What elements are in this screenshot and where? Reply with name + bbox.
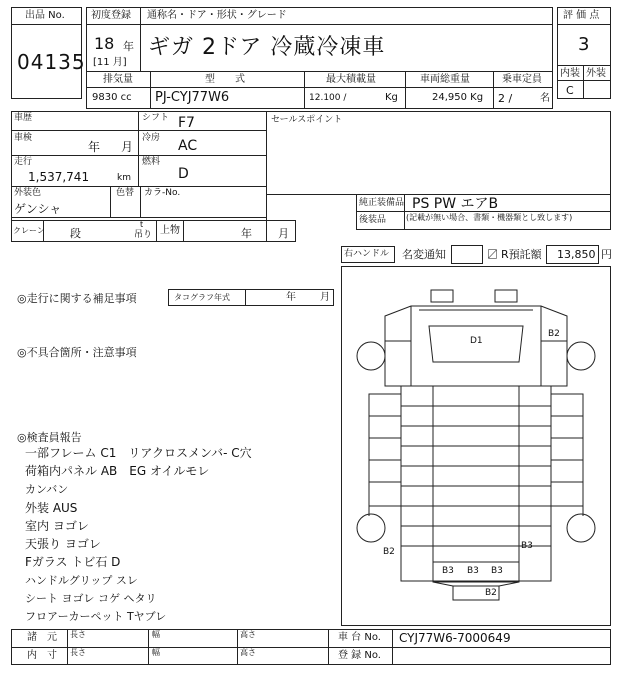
equipment-value: PS PW エアB xyxy=(412,196,499,212)
tax-label: 〼 xyxy=(487,248,498,261)
name-change-box xyxy=(451,245,483,264)
exterior-label: 外装 xyxy=(586,68,606,79)
ac-label: 冷房 xyxy=(142,133,161,143)
capacity-label: 乗車定員 xyxy=(502,74,542,85)
report-line: ハンドルグリップ スレ xyxy=(25,574,138,587)
color-change-label: 色替 xyxy=(116,188,135,198)
damage-mark: D1 xyxy=(470,336,483,346)
upper-month: 月 xyxy=(278,227,289,240)
report-line: カンバン xyxy=(25,483,69,496)
max-load-unit: Kg xyxy=(385,92,398,103)
selling-points-label: セールスポイント xyxy=(271,115,343,125)
mileage-label: 走行 xyxy=(14,157,33,167)
height-label: 高さ xyxy=(240,630,256,639)
shift-label: シフト xyxy=(142,113,170,123)
gross-weight-value: 24,950 Kg xyxy=(432,92,484,103)
width-label: 幅 xyxy=(152,630,160,639)
damage-mark: B2 xyxy=(383,547,395,557)
history-label: 車歴 xyxy=(14,113,33,123)
displacement-value: 9830 cc xyxy=(92,92,132,103)
damage-mark: B2 xyxy=(485,588,497,598)
mileage-unit: km xyxy=(117,173,131,183)
name-change-label: 名変通知 xyxy=(402,248,446,261)
report-line: フロアーカーペット Tヤブレ xyxy=(25,610,167,623)
fuel-value: D xyxy=(178,166,189,182)
damage-mark: B3 xyxy=(521,541,533,551)
chassis-number: CYJ77W6-7000649 xyxy=(399,631,511,645)
tacho-month: 月 xyxy=(320,292,330,303)
report-line: 天張り ヨゴレ xyxy=(25,537,101,551)
year-unit: 年 xyxy=(123,40,134,53)
recycle-unit: 円 xyxy=(601,248,612,261)
crane-label: クレーン xyxy=(13,226,45,235)
registration-label: 登 録 No. xyxy=(338,650,381,661)
capacity-unit: 名 xyxy=(540,93,550,104)
capacity-value: 2 / xyxy=(498,92,513,105)
report-line: 外装 AUS xyxy=(25,501,78,515)
chassis-label: 車 台 No. xyxy=(338,632,381,643)
first-reg-label: 初度登録 xyxy=(91,10,131,21)
length-label: 長さ xyxy=(70,630,86,639)
max-load-value: 12.100 / xyxy=(309,93,347,103)
accessories-label: 後装品 xyxy=(359,215,387,225)
score-label: 評 価 点 xyxy=(563,10,600,21)
equipment-label: 純正装備品 xyxy=(359,198,405,208)
gross-weight-label: 車両総重量 xyxy=(420,74,470,85)
first-reg-year: 18 xyxy=(94,34,115,53)
inner-dims-label: 内 寸 xyxy=(27,650,57,661)
report-line: シート ヨゴレ コゲ ヘタリ xyxy=(25,592,157,605)
score-value: 3 xyxy=(578,34,590,55)
damage-mark: B2 xyxy=(548,329,560,339)
model-type-value: PJ-CYJ77W6 xyxy=(155,90,230,105)
model-name: ギガ 2ドア 冷蔵冷凍車 xyxy=(148,35,386,60)
recycle-label: R預託額 xyxy=(501,248,542,261)
inspection-label: 車検 xyxy=(14,133,33,143)
inner-length-label: 長さ xyxy=(70,648,86,657)
damage-mark: B3 xyxy=(491,566,503,576)
crane-row xyxy=(11,220,296,242)
tacho-year: 年 xyxy=(286,292,296,303)
upper-year: 年 xyxy=(241,227,252,240)
crane-hang: 吊り xyxy=(134,230,153,240)
accessories-note: (記載が無い場合、書類・機器類とし致します) xyxy=(406,213,573,222)
driving-notes-title: ◎走行に関する補足事項 xyxy=(17,292,137,305)
report-line: Fガラス トビ石 D xyxy=(25,555,121,569)
crane-stage: 段 xyxy=(70,227,81,240)
spec-label-row xyxy=(86,71,553,88)
report-line: 室内 ヨゴレ xyxy=(25,519,89,533)
damage-mark: B3 xyxy=(467,566,479,576)
shift-value: F7 xyxy=(178,115,195,131)
inspection-year: 年 xyxy=(88,140,101,154)
mileage-value: 1,537,741 xyxy=(28,170,90,184)
interior-grade: C xyxy=(566,84,574,97)
inspector-title: ◎検査員報告 xyxy=(17,431,82,444)
exterior-grade-cell xyxy=(583,80,611,99)
inner-width-label: 幅 xyxy=(152,648,160,657)
rhd-label: 右ハンドル xyxy=(344,249,390,259)
lot-number: 04135 xyxy=(17,50,86,74)
inspection-month: 月 xyxy=(121,140,134,154)
damage-mark: B3 xyxy=(442,566,454,576)
ext-color-label: 外装色 xyxy=(14,188,42,198)
model-type-label: 型 式 xyxy=(205,74,245,85)
max-load-label: 最大積載量 xyxy=(326,74,376,85)
recycle-value: 13,850 xyxy=(557,248,596,261)
ac-value: AC xyxy=(178,138,198,154)
first-reg-month: [11 月] xyxy=(93,57,127,68)
ext-color-value: ゲンシャ xyxy=(14,202,62,216)
fuel-label: 燃料 xyxy=(142,157,161,167)
inner-height-label: 高さ xyxy=(240,648,256,657)
name-grade-label: 通称名・ドア・形状・グレード xyxy=(147,10,287,21)
report-line: 一部フレーム C1 リアクロスメンバ- C穴 xyxy=(25,446,252,460)
tacho-label: タコグラフ年式 xyxy=(174,293,230,302)
defects-title: ◎不具合箇所・注意事項 xyxy=(17,346,137,359)
color-code-label: カラ-No. xyxy=(144,188,181,198)
displacement-label: 排気量 xyxy=(103,74,133,85)
lot-label: 出品 No. xyxy=(25,10,65,21)
interior-label: 内装 xyxy=(560,68,580,79)
upper-label: 上物 xyxy=(160,225,180,236)
report-line: 荷箱内パネル AB EG オイルモレ xyxy=(25,464,210,478)
dims-label: 諸 元 xyxy=(27,632,57,643)
crane-ton: t xyxy=(140,220,144,229)
